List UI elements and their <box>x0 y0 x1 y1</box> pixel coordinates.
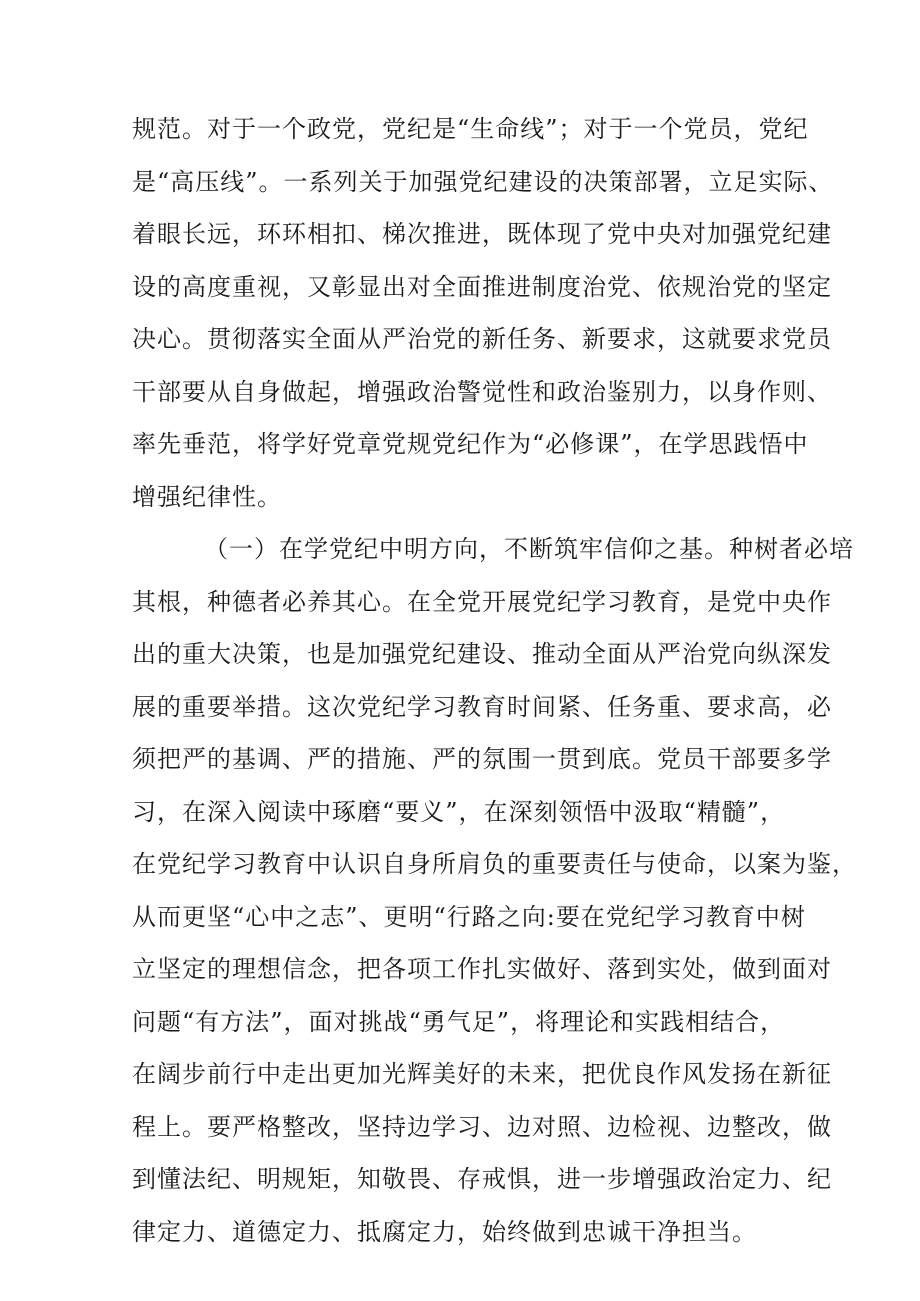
text-line: 程上。要严格整改，坚持边学习、边对照、边检视、边整改，做 <box>132 1112 832 1141</box>
document-body <box>132 103 857 1258</box>
text-line: 出的重大决策，也是加强党纪建设、推动全面从严治党向纵深发 <box>132 640 832 668</box>
text-line: 从而更坚“心中之志”、更明“行路之向:要在党纪学习教育中树 <box>132 902 806 931</box>
text-line: 在阔步前行中走出更加光辉美好的未来，把优良作风发扬在新征 <box>132 1060 832 1088</box>
text-line: 是“高压线”。一系列关于加强党纪建设的决策部署，立足实际、 <box>132 167 834 196</box>
text-line: 着眼长远，环环相扣、梯次推进，既体现了党中央对加强党纪建 <box>132 220 832 248</box>
text-line: 立坚定的理想信念，把各项工作扎实做好、落到实处，做到面对 <box>132 955 832 983</box>
text-line: 干部要从自身做起，增强政治警觉性和政治鉴别力，以身作则、 <box>132 377 832 406</box>
text-line-indented: （一）在学党纪中明方向，不断筑牢信仰之基。种树者必培 <box>204 535 854 563</box>
text-line: 其根，种德者必养其心。在全党开展党纪学习教育，是党中央作 <box>132 587 832 616</box>
text-line: 须把严的基调、严的措施、严的氛围一贯到底。党员干部要多学 <box>132 745 832 773</box>
paragraph-section-one <box>132 523 857 1258</box>
paragraph-continued <box>132 103 834 523</box>
text-line: 设的高度重视，又彰显出对全面推进制度治党、依规治党的坚定 <box>132 272 832 301</box>
text-line: 展的重要举措。这次党纪学习教育时间紧、任务重、要求高，必 <box>132 692 832 721</box>
text-line: 增强纪律性。 <box>132 482 282 511</box>
text-line: 在党纪学习教育中认识自身所肩负的重要责任与使命，以案为鉴， <box>132 850 857 878</box>
text-line: 到懂法纪、明规矩，知敬畏、存戒惧，进一步增强政治定力、纪 <box>132 1165 832 1193</box>
text-line: 律定力、道德定力、抵腐定力，始终做到忠诚干净担当。 <box>132 1217 757 1246</box>
text-line: 决心。贯彻落实全面从严治党的新任务、新要求，这就要求党员 <box>132 325 832 353</box>
text-line: 习，在深入阅读中琢磨“要义”，在深刻领悟中汲取“精髓”， <box>132 797 786 826</box>
text-line: 率先垂范，将学好党章党规党纪作为“必修课”，在学思践悟中 <box>132 430 809 458</box>
text-line: 规范。对于一个政党，党纪是“生命线”；对于一个党员，党纪 <box>132 115 809 143</box>
text-line: 问题“有方法”，面对挑战“勇气足”，将理论和实践相结合， <box>132 1007 786 1036</box>
